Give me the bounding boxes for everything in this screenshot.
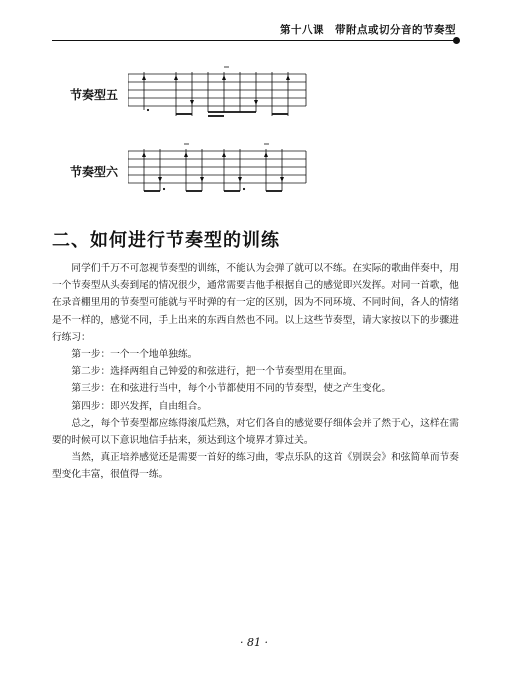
rhythm-pattern-5-label: 节奏型五 — [70, 88, 119, 102]
running-header — [0, 0, 508, 48]
paragraph: 第三步：在和弦进行当中，每个小节都使用不同的节奏型，使之产生变化。 — [71, 383, 392, 395]
paragraph: 第一步：一个一个地单独练。 — [71, 349, 198, 361]
paragraph: 当然，真正培养感觉还是需要一首好的练习曲，零点乐队的这首《别误会》和弦简单而节奏型变化丰富，很值得一练。 — [52, 452, 459, 481]
paragraph: 总之，每个节奏型都应练得滚瓜烂熟，对它们各自的感觉要仔细体会并了然于心，这样在需要的时候可以下意识地信手拈来，须达到这个境界才算过关。 — [52, 417, 459, 447]
page-number: · 81 · — [240, 636, 268, 649]
chapter-title: 第十八课 带附点或切分音的节奏型 — [280, 24, 456, 36]
paragraph: 第二步：选择两组自己钟爱的和弦进行，把一个节奏型用在里面。 — [71, 366, 353, 378]
header-dot-icon — [453, 37, 460, 44]
paragraph: 第四步：即兴发挥，自由组合。 — [71, 400, 208, 412]
rhythm-pattern-6-notation — [128, 141, 318, 199]
paragraph: 同学们千万不可忽视节奏型的训练，不能认为会弹了就可以不练。在实际的歌曲伴奏中，用一个节奏型从头奏到尾的情况很少，通常需要吉他手根据自己的感觉即兴发挥。对同一首歌，他在录音棚里用的节奏型可能就与平时弹的有一定的区别，因为不同环境、不同时间，各人的情绪是不一样的，感觉不同，手上出来的东西自然也不同。以上这些节奏型，请大家按以下的步骤进行练习： — [52, 263, 459, 343]
body-text — [52, 260, 460, 484]
section-title: 二、如何进行节奏型的训练 — [52, 230, 280, 251]
rhythm-pattern-6-label: 节奏型六 — [70, 165, 119, 179]
header-rule — [52, 40, 456, 41]
rhythm-pattern-5-notation — [128, 64, 318, 122]
